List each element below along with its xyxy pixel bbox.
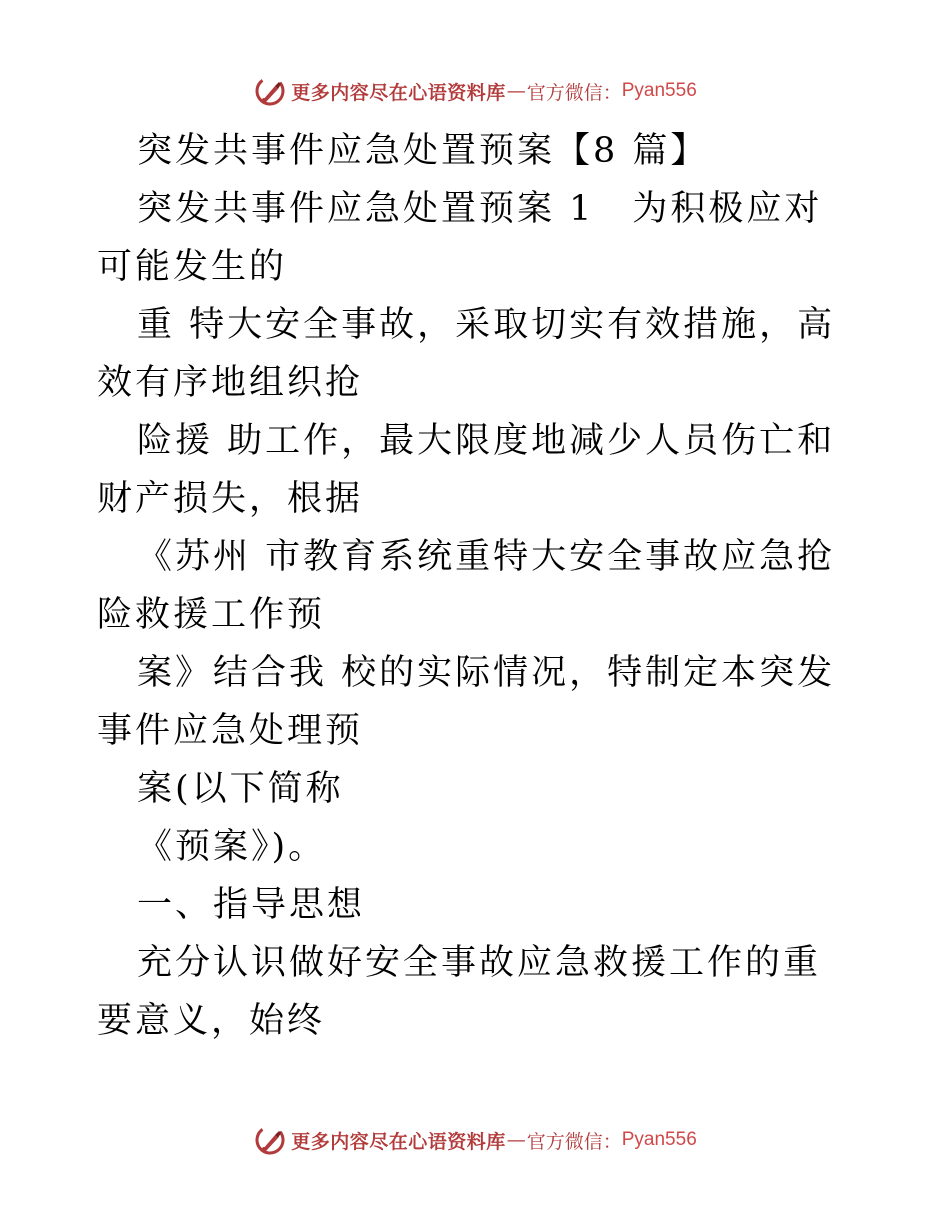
banner-dash: — — [506, 80, 526, 102]
document-title: 突发共事件应急处置预案【8 篇】 — [137, 131, 709, 171]
banner-wechat-id: Pyan556 — [621, 1129, 697, 1150]
paragraph: 重 特大安全事故，采取切实有效措施，高效有序地组织抢 — [97, 305, 836, 403]
pen-logo-icon — [253, 1123, 287, 1157]
banner-wechat-id: Pyan556 — [621, 80, 697, 101]
paragraph: 《苏州 市教育系统重特大安全事故应急抢险救援工作预 — [97, 537, 836, 635]
paragraph: 突发共事件应急处置预案 1 为积极应对可能发生的 — [97, 189, 823, 287]
paragraph: 充分认识做好安全事故应急救援工作的重要意义，始终 — [97, 943, 822, 1041]
paragraph: 《预案》)。 — [137, 827, 327, 867]
banner-main-text: 更多内容尽在心语资料库 — [291, 81, 506, 104]
pen-logo-icon — [253, 74, 287, 108]
paragraph: 险援 助工作，最大限度地减少人员伤亡和财产损失，根据 — [97, 421, 836, 519]
banner-dash: — — [506, 1129, 526, 1151]
banner-main-text: 更多内容尽在心语资料库 — [291, 1130, 506, 1153]
paragraph: 案》结合我 校的实际情况，特制定本突发事件应急处理预 — [97, 653, 836, 751]
paragraph: 案(以下简称 — [137, 769, 344, 809]
banner-official-label: 官方微信： — [526, 1130, 622, 1153]
top-watermark-banner — [0, 73, 950, 109]
document-body — [97, 122, 857, 1050]
bottom-watermark-banner — [0, 1122, 950, 1158]
section-heading: 一、指导思想 — [137, 885, 366, 925]
banner-official-label: 官方微信： — [526, 81, 622, 104]
